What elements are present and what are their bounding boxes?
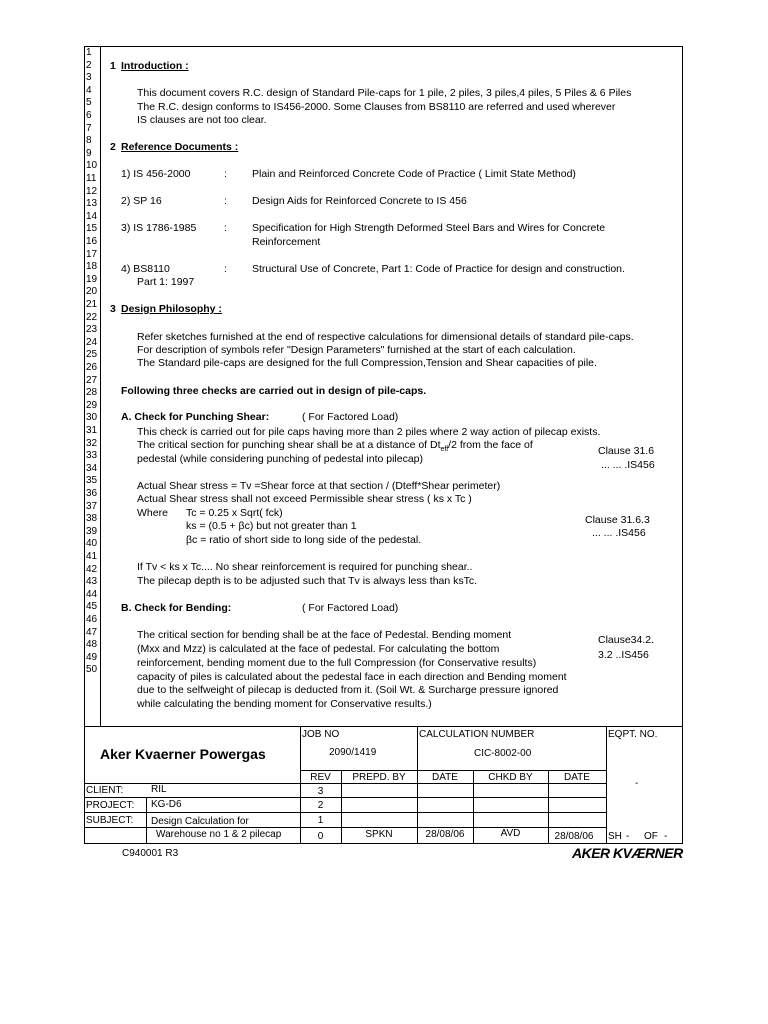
bending-line-4: capacity of piles is calculated about the pedestal face in each direction and Bending moment	[137, 671, 567, 683]
punching-line-7: The pilecap depth is to be adjusted such that Tv is always less than ksTc.	[137, 575, 478, 587]
philosophy-line-1: Refer sketches furnished at the end of respective calculations for dimensional details of standard pile-caps.	[137, 331, 634, 343]
subject-label: SUBJECT:	[86, 815, 134, 826]
punching-line-2: The critical section for punching shear shall be at a distance of $Dt_{eff}/2$ from the face of	[137, 439, 533, 454]
line-number: 2	[86, 59, 92, 71]
formula-tc: Tc = 0.25 x Sqrt( fck)	[186, 507, 283, 519]
line-number: 19	[86, 273, 98, 285]
clause-31-6-3: Clause 31.6.3	[585, 514, 650, 526]
punching-where: Where	[137, 507, 168, 519]
line-number: 36	[86, 488, 98, 499]
prepd-label: PREPD. BY	[352, 772, 406, 783]
line-number: 43	[86, 576, 98, 588]
line-number: 18	[86, 261, 98, 273]
line-number: 10	[86, 160, 98, 172]
punching-line-5: Actual Shear stress shall not exceed Permissible shear stress ( ks x Tc )	[137, 493, 472, 505]
section-1-heading: Introduction :	[121, 60, 189, 72]
line-number: 25	[86, 349, 98, 361]
section-1-number: 1	[110, 60, 116, 72]
line-number: 48	[86, 639, 98, 651]
subject-line-2: Warehouse no 1 & 2 pilecap	[156, 829, 282, 840]
section-3-number: 3	[110, 303, 116, 315]
line-number: 1	[86, 47, 92, 58]
bending-line-1: The critical section for bending shall be at the face of Pedestal. Bending moment	[137, 629, 512, 641]
line-number: 38	[86, 513, 98, 525]
prepd-value: SPKN	[365, 829, 393, 840]
ref-1-desc: Plain and Reinforced Concrete Code of Practice ( Limit State Method)	[252, 168, 576, 180]
bending-line-2: (Mxx and Mzz) is calculated at the face of pedestal. For calculating the bottom	[137, 643, 500, 655]
line-number: 42	[86, 563, 98, 575]
line-number: 47	[86, 626, 98, 638]
checks-statement: Following three checks are carried out in design of pile-caps.	[121, 385, 427, 397]
date-label: DATE	[432, 772, 458, 783]
line-number: 50	[86, 664, 98, 676]
line-number: 22	[86, 311, 98, 323]
rev-2: 2	[317, 800, 324, 811]
line-number: 49	[86, 651, 98, 663]
philosophy-line-2: For description of symbols refer "Design Parameters" furnished at the start of each calculation.	[137, 344, 576, 356]
line-number: 37	[86, 500, 98, 512]
line-number: 21	[86, 299, 98, 310]
job-no-label: JOB NO	[302, 729, 340, 740]
line-number: 45	[86, 601, 98, 613]
line-number: 39	[86, 525, 98, 537]
eqpt-no-label: EQPT. NO.	[608, 729, 658, 740]
section-2-heading: Reference Documents :	[121, 141, 239, 153]
rev-label: REV	[310, 772, 331, 783]
ref-2-code: 2) SP 16	[121, 195, 162, 207]
line-number: 6	[86, 110, 92, 121]
line-number: 29	[86, 399, 98, 411]
section-3-heading: Design Philosophy :	[121, 303, 222, 315]
line-number: 9	[86, 147, 92, 159]
chkd-label: CHKD BY	[488, 772, 533, 783]
chkd-value: AVD	[500, 828, 521, 839]
line-number: 24	[86, 336, 98, 348]
ref-3-desc: Specification for High Strength Deformed Steel Bars and Wires for Concrete	[252, 222, 606, 234]
line-number: 7	[86, 122, 92, 134]
clause-34-2: Clause34.2.	[598, 634, 655, 646]
line-number: 3	[86, 72, 92, 84]
rev-3: 3	[317, 786, 324, 797]
line-number: 26	[86, 362, 98, 373]
line-number-divider	[100, 46, 101, 727]
ref-1-sep: :	[224, 168, 227, 180]
form-number: C940001 R3	[122, 848, 179, 859]
line-number: 8	[86, 135, 92, 147]
punching-load: ( For Factored Load)	[302, 411, 399, 423]
line-number: 32	[86, 437, 98, 449]
bending-line-3: reinforcement, bending moment due to the full Compression (for Conservative results)	[137, 657, 537, 669]
date2-value: 28/08/06	[554, 831, 594, 842]
line-number: 34	[86, 462, 98, 474]
intro-line-3: IS clauses are not too clear.	[137, 114, 267, 126]
calc-number-label: CALCULATION NUMBER	[419, 729, 535, 740]
of-value: -	[664, 831, 668, 842]
line-number: 33	[86, 450, 98, 462]
bending-load: ( For Factored Load)	[302, 602, 399, 614]
line-number: 28	[86, 387, 98, 399]
bending-title: B. Check for Bending:	[121, 602, 232, 614]
formula-bc: βc = ratio of short side to long side of the pedestal.	[186, 534, 422, 546]
ref-3-desc-cont: Reinforcement	[252, 236, 321, 248]
clause-31-6-3-ref: ... ... .IS456	[592, 527, 646, 539]
company-name: Aker Kvaerner Powergas	[100, 746, 266, 762]
line-number: 46	[86, 614, 98, 625]
of-label: OF	[644, 831, 658, 842]
line-number: 40	[86, 538, 98, 550]
line-number: 41	[86, 551, 98, 562]
ref-4-code-part: Part 1: 1997	[137, 276, 195, 288]
bending-line-6: while calculating the bending moment for Conservative results.)	[137, 698, 432, 710]
client-label: CLIENT:	[86, 785, 124, 796]
line-number: 44	[86, 588, 98, 600]
line-number: 20	[86, 286, 98, 298]
philosophy-line-3: The Standard pile-caps are designed for the full Compression,Tension and Shear capacities of pile.	[137, 357, 597, 369]
ref-3-code: 3) IS 1786-1985	[121, 222, 197, 234]
line-number: 27	[86, 374, 98, 386]
eqpt-no-value: -	[635, 778, 639, 789]
punching-line-1: This check is carried out for pile caps having more than 2 piles where 2 way action of pilecap exists.	[137, 426, 601, 438]
line-number: 15	[86, 223, 98, 235]
line-number: 14	[86, 210, 98, 222]
subject-line-1: Design Calculation for	[151, 816, 249, 827]
punching-line-4: Actual Shear stress = Tv =Shear force at that section / (Dteff*Shear perimeter)	[137, 480, 501, 492]
client-value: RIL	[151, 784, 167, 795]
project-label: PROJECT:	[86, 800, 135, 811]
ref-1-code: 1) IS 456-2000	[121, 168, 191, 180]
clause-31-6: Clause 31.6	[598, 445, 655, 457]
formula-ks: ks = (0.5 + βc) but not greater than 1	[186, 520, 357, 532]
line-number: 17	[86, 248, 98, 260]
punching-line-3: pedestal (while considering punching of pedestal into pilecap)	[137, 453, 424, 465]
line-number: 35	[86, 475, 98, 487]
project-value: KG-D6	[151, 799, 182, 810]
punching-line-6: If Tv < ks x Tc.... No shear reinforcement is required for punching shear..	[137, 561, 473, 573]
line-number: 23	[86, 324, 98, 336]
punching-title: A. Check for Punching Shear:	[121, 411, 270, 423]
sheet-label: SH	[608, 831, 622, 842]
line-number: 13	[86, 198, 98, 210]
ref-4-desc: Structural Use of Concrete, Part 1: Code of Practice for design and construction.	[252, 263, 625, 275]
line-number: 16	[86, 236, 98, 247]
ref-3-sep: :	[224, 222, 227, 234]
clause-34-2-ref: 3.2 ..IS456	[598, 649, 649, 661]
line-number: 30	[86, 412, 98, 424]
ref-2-sep: :	[224, 195, 227, 207]
line-number: 5	[86, 97, 92, 109]
calc-number-value: CIC-8002-00	[474, 748, 532, 759]
rev-1: 1	[317, 815, 324, 826]
intro-line-2: The R.C. design conforms to IS456-2000. Some Clauses from BS8110 are referred and used wherever	[137, 101, 616, 113]
section-2-number: 2	[110, 141, 116, 153]
intro-line-1: This document covers R.C. design of Standard Pile-caps for 1 pile, 2 piles, 3 piles,4 piles, 5 Piles & 6 Piles	[137, 87, 632, 99]
bending-line-5: due to the selfweight of pilecap is deducted from it. (Soil Wt. & Surcharge pressure ignored	[137, 684, 559, 696]
date-value: 28/08/06	[425, 829, 465, 840]
rev-0: 0	[317, 831, 324, 842]
line-number: 11	[86, 173, 97, 184]
ref-2-desc: Design Aids for Reinforced Concrete to IS 456	[252, 195, 467, 207]
line-number: 4	[86, 84, 92, 96]
job-no-value: 2090/1419	[329, 747, 377, 758]
date2-label: DATE	[564, 772, 590, 783]
ref-4-code: 4) BS8110	[121, 263, 170, 275]
line-number: 12	[86, 185, 98, 197]
line-number: 31	[86, 425, 98, 436]
sheet-value: -	[626, 831, 630, 842]
ref-4-sep: :	[224, 263, 227, 275]
clause-31-6-ref: ... ... .IS456	[601, 459, 655, 471]
aker-kvaerner-logo: AKER KVÆRNER	[572, 845, 683, 861]
